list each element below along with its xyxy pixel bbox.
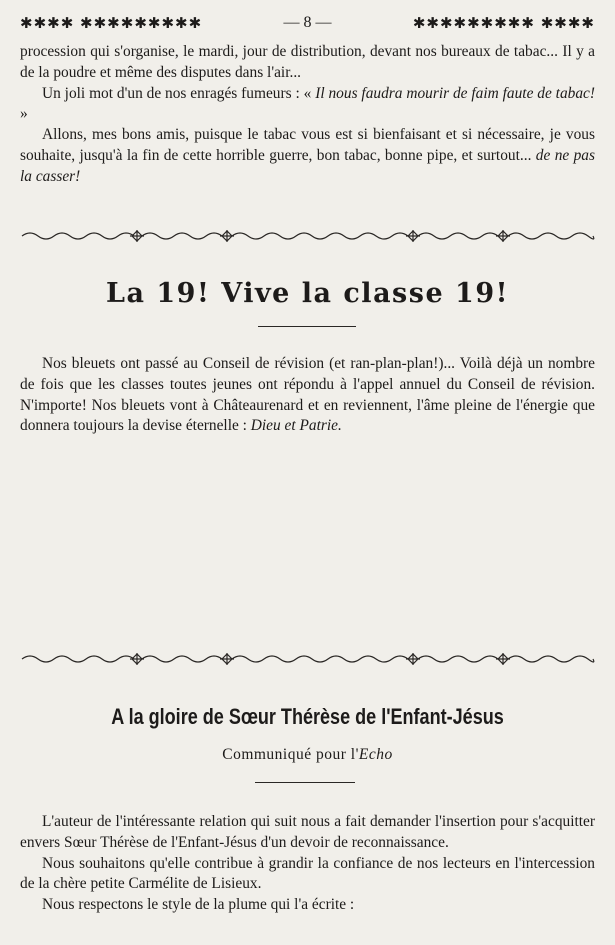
section3-text <box>20 812 595 916</box>
section2-text <box>20 354 595 437</box>
section1-text <box>20 42 595 188</box>
paragraph: Nous respectons le style de la plume qui l'a écrite : <box>42 896 355 914</box>
ornamental-divider <box>20 229 595 243</box>
paragraph: Nous souhaitons qu'elle contribue à grandir la confiance de nos lecteurs en l'intercession de la chère petite Carmélite de Lisieux. <box>20 854 595 893</box>
paragraph: L'auteur de l'intéressante relation qui suit nous a fait demander l'insertion pour s'acquitter envers Sœur Thérèse de l'Enfant-Jésus d'un devoir de reconnaissance. <box>20 813 595 851</box>
section3-subtitle: Communiqué pour l'Echo <box>222 746 393 763</box>
paragraph: Un joli mot d'un de nos enragés fumeurs : « Il nous faudra mourir de faim faute de tabac! » <box>20 84 595 123</box>
header-ornament-right: ✱✱✱✱✱✱✱✱✱ ✱✱✱✱ <box>412 14 595 32</box>
title-underline <box>258 326 356 327</box>
header-ornament-left: ✱✱✱✱ ✱✱✱✱✱✱✱✱✱ <box>20 14 203 32</box>
section2-title: La 19! Vive la classe 19! <box>106 278 509 309</box>
quote: Il nous faudra mourir de faim faute de tabac! <box>315 84 595 102</box>
page-header <box>20 12 595 34</box>
ornamental-divider <box>20 652 595 666</box>
paragraph: Nos bleuets ont passé au Conseil de révision (et ran-plan-plan!)... Voilà déjà un nombre de fois que les classes toutes jeunes ont répondu à l'appel annuel du Conseil de révision. N'importe! Nos bleuets vont à Châteaurenard et en reviennent, l'âme pleine de l'énergie que donnera toujours la devise éternelle : Dieu et Patrie. <box>20 355 595 435</box>
motto: Dieu et Patrie. <box>250 417 342 435</box>
title-underline <box>255 782 355 783</box>
paragraph: procession qui s'organise, le mardi, jour de distribution, devant nos bureaux de tabac... Il y a de la poudre et même des disputes dans l'air... <box>20 43 595 81</box>
emphasis: de ne pas la casser! <box>20 146 595 185</box>
section3-title: A la gloire de Sœur Thérèse de l'Enfant-Jésus <box>111 704 504 729</box>
page-number: — 8 — <box>283 14 332 31</box>
paragraph: Allons, mes bons amis, puisque le tabac vous est si bienfaisant et si nécessaire, je vous souhaite, jusqu'à la fin de cette horrible guerre, bon tabac, bonne pipe, et surtout... de ne pas la casser! <box>20 126 595 185</box>
